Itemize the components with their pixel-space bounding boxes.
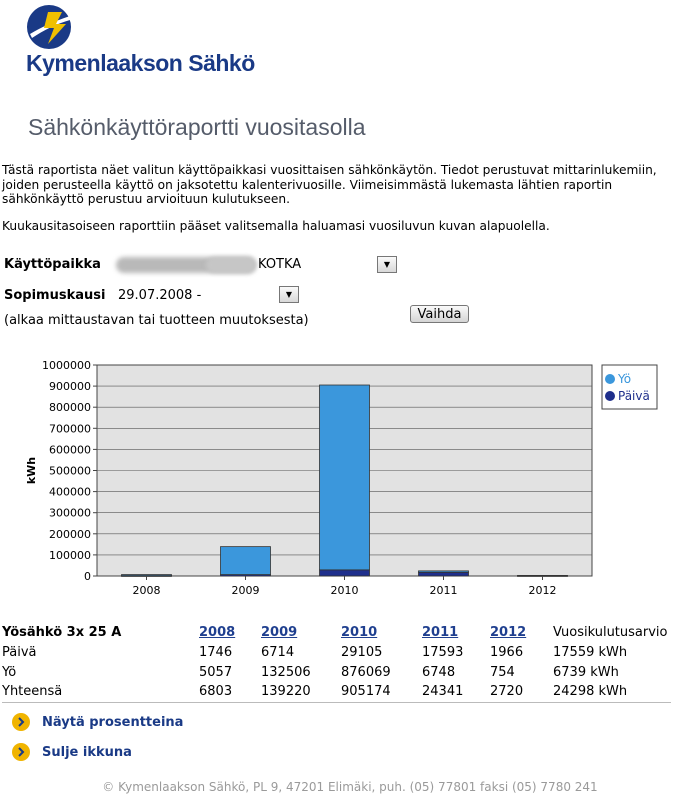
vaihda-button[interactable]: Vaihda — [410, 305, 469, 323]
sopimuskausi-label: Sopimuskausi — [4, 288, 106, 303]
y-tick-label: 900000 — [49, 380, 91, 394]
kayttopaikka-value: KOTKA — [258, 257, 302, 272]
y-axis-label: kWh — [25, 456, 38, 485]
legend-label-0: Yö — [618, 372, 632, 386]
table-cell: 1966 — [490, 644, 524, 660]
row-label: Yö — [2, 664, 17, 680]
chevron-down-icon: ▼ — [285, 289, 293, 299]
y-tick-label: 600000 — [49, 443, 91, 457]
sopimuskausi-value: 29.07.2008 - — [118, 288, 202, 303]
y-tick-label: 1000000 — [42, 359, 91, 372]
table-cell: 29105 — [341, 644, 383, 660]
intro-paragraph: Tästä raportista näet valitun käyttöpaikkasi vuosittaisen sähkönkäytön. Tiedot perustuvat mittarinlukemiin, joiden perusteella käyttö on jaksotettu kalenterivuosille. Viimeisimmästä lukemasta lähtien raportin sähkönkäyttö perustuu arvioituun kulutukseen. — [2, 163, 657, 206]
y-tick-label: 300000 — [49, 506, 91, 520]
page-title: Sähkönkäyttöraportti vuositasolla — [28, 114, 366, 140]
estimate-cell: 17559 kWh — [553, 644, 628, 660]
sopimuskausi-note: (alkaa mittaustavan tai tuotteen muutoksesta) — [4, 313, 309, 328]
y-tick-label: 500000 — [49, 464, 91, 478]
table-row — [2, 642, 671, 662]
legend-swatch-1 — [605, 391, 615, 401]
close-window-link[interactable] — [12, 743, 132, 761]
table-cell: 754 — [490, 664, 515, 680]
estimate-cell: 24298 kWh — [553, 682, 671, 702]
x-tick-label: 2009 — [231, 584, 260, 597]
bar-y-2010 — [320, 385, 370, 570]
bar-piv-2010 — [320, 570, 370, 576]
bar-y-2008 — [122, 575, 172, 576]
bar-piv-2011 — [419, 572, 469, 576]
table-cell: 905174 — [341, 682, 422, 702]
table-row — [2, 662, 671, 682]
year-link-2008[interactable]: 2008 — [199, 624, 236, 640]
table-cell: 132506 — [261, 664, 311, 680]
x-tick-label: 2010 — [330, 584, 359, 597]
table-cell: 1746 — [199, 644, 233, 660]
table-cell: 876069 — [341, 664, 391, 680]
estimate-header: Vuosikulutusarvio — [553, 624, 668, 640]
year-link-2012[interactable]: 2012 — [490, 624, 527, 640]
table-cell: 2720 — [490, 682, 553, 702]
table-cell: 139220 — [261, 682, 341, 702]
instruction-paragraph: Kuukausitasoiseen raporttiin pääset valitsemalla haluamasi vuosiluvun kuvan alapuolella. — [2, 219, 550, 233]
x-tick-label: 2011 — [429, 584, 458, 597]
table-cell: 24341 — [422, 682, 490, 702]
y-tick-label: 700000 — [49, 422, 91, 436]
table-cell: 17593 — [422, 644, 464, 660]
company-name: Kymenlaakson Sähkö — [26, 50, 255, 76]
year-link-2009[interactable]: 2009 — [261, 624, 298, 640]
bar-y-2011 — [419, 571, 469, 572]
show-percent-link[interactable] — [12, 713, 183, 731]
row-label: Yhteensä — [2, 682, 199, 702]
bar-y-2009 — [221, 547, 271, 575]
arrow-right-icon — [12, 743, 30, 761]
year-link-2011[interactable]: 2011 — [422, 624, 459, 640]
row-label: Päivä — [2, 644, 37, 660]
table-cell: 6714 — [261, 644, 295, 660]
y-tick-label: 0 — [84, 570, 91, 583]
table-cell: 5057 — [199, 664, 233, 680]
table-header-row — [2, 622, 671, 642]
consumption-chart — [0, 350, 700, 610]
legend-swatch-0 — [605, 374, 615, 384]
table-cell: 6748 — [422, 664, 456, 680]
year-link-2010[interactable]: 2010 — [341, 624, 378, 640]
product-name: Yösähkö 3x 25 A — [2, 624, 122, 640]
kayttopaikka-dropdown-button[interactable] — [377, 256, 397, 273]
y-tick-label: 100000 — [49, 548, 91, 562]
legend-label-1: Päivä — [618, 389, 650, 403]
kayttopaikka-label: Käyttöpaikka — [4, 257, 101, 272]
estimate-cell: 6739 kWh — [553, 664, 619, 680]
company-logo-icon — [26, 4, 72, 50]
chevron-down-icon: ▼ — [383, 259, 391, 269]
redacted-address-end — [206, 257, 256, 273]
y-tick-label: 200000 — [49, 527, 91, 541]
y-tick-label: 400000 — [49, 485, 91, 499]
x-tick-label: 2012 — [528, 584, 557, 597]
footer: © Kymenlaakson Sähkö, PL 9, 47201 Elimäki, puh. (05) 77801 faksi (05) 7780 241 — [102, 780, 598, 794]
table-cell: 6803 — [199, 682, 261, 702]
consumption-table — [2, 622, 671, 703]
arrow-right-icon — [12, 713, 30, 731]
table-row-total — [2, 682, 671, 702]
x-tick-label: 2008 — [132, 584, 161, 597]
sopimuskausi-dropdown-button[interactable] — [279, 286, 299, 303]
show-percent-label: Näytä prosentteina — [42, 714, 184, 730]
close-window-label: Sulje ikkuna — [42, 744, 132, 760]
y-tick-label: 800000 — [49, 401, 91, 415]
